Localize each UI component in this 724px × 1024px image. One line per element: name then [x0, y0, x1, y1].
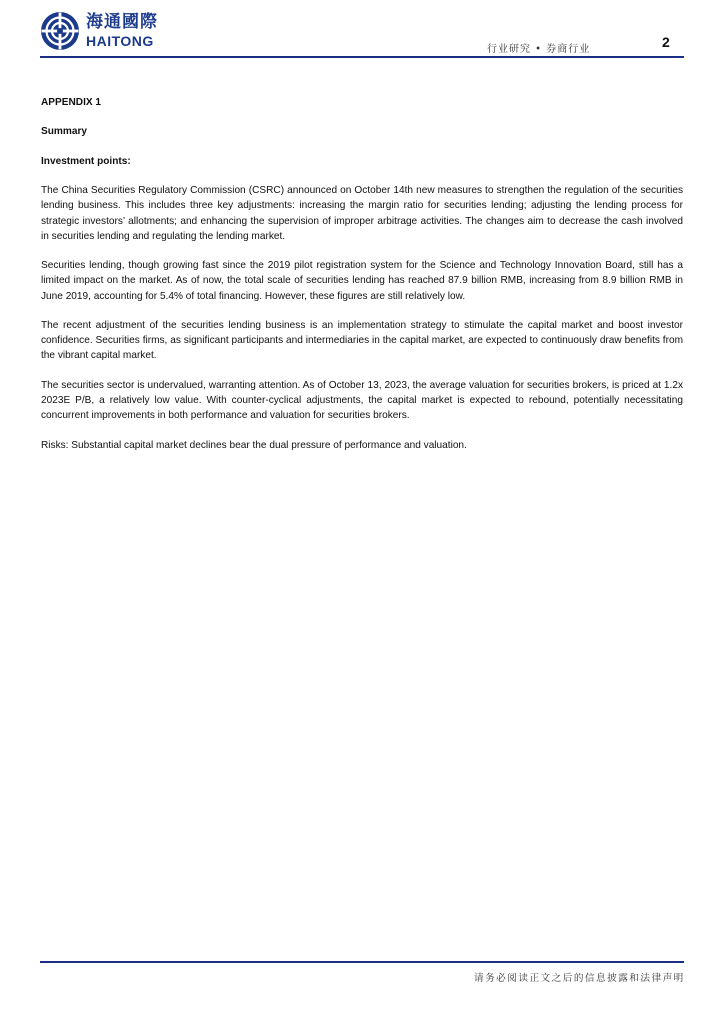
logo-chinese-name: 海通國際: [86, 12, 158, 32]
paragraph-adjustment-strategy: The recent adjustment of the securities lending business is an implementation strategy to stimulate the capital market and boost investor confidence. Securities firms, as significant participants and intermediaries in the capital market, are expected to continuously draw benefits from the vibrant capital market.: [41, 319, 683, 362]
paragraph-risks: Risks: Substantial capital market declines bear the dual pressure of performance and valuation.: [41, 439, 467, 451]
report-body: [41, 95, 683, 453]
footer-disclaimer: 请务必阅读正文之后的信息披露和法律声明: [474, 973, 685, 984]
appendix-heading: APPENDIX 1: [41, 97, 102, 108]
paragraph-valuation: The securities sector is undervalued, warranting attention. As of October 13, 2023, the average valuation for securities brokers, is priced at 1.2x 2023E P/B, a relatively low value. With counter-cyclical adjustments, the capital market is expected to rebound, potentially necessitating concurrent improvements in both performance and valuation for securities brokers.: [41, 379, 683, 422]
page-header: [0, 0, 724, 60]
investment-points-heading: Investment points:: [41, 155, 131, 167]
paragraph-csrc-measures: The China Securities Regulatory Commission (CSRC) announced on October 14th new measures to strengthen the regulation of the securities lending business. This includes three key adjustments: increasing the margin ratio for securities lending; adjusting the lending process for strategic investors’ allotments; and enhancing the supervision of improper arbitrage activities. The changes aim to decrease the cash involved in securities lending and regulating the lending market.: [41, 185, 683, 242]
footer-divider: [40, 961, 684, 963]
header-divider: [40, 56, 684, 58]
page-number: 2: [662, 34, 670, 50]
summary-heading: Summary: [41, 126, 88, 138]
haitong-logo: [40, 10, 190, 52]
report-category: 行业研究 • 券商行业: [487, 44, 591, 55]
haitong-logo-icon: [40, 11, 80, 51]
paragraph-securities-lending-scale: Securities lending, though growing fast since the 2019 pilot registration system for the Science and Technology Innovation Board, still has a limited impact on the market. As of now, the total scale of securities lending has reached 87.9 billion RMB, increasing from 8.9 billion RMB in June 2019, accounting for 5.4% of total financing. However, these figures are still relatively low.: [41, 260, 683, 302]
logo-english-name: HAITONG: [86, 33, 154, 49]
